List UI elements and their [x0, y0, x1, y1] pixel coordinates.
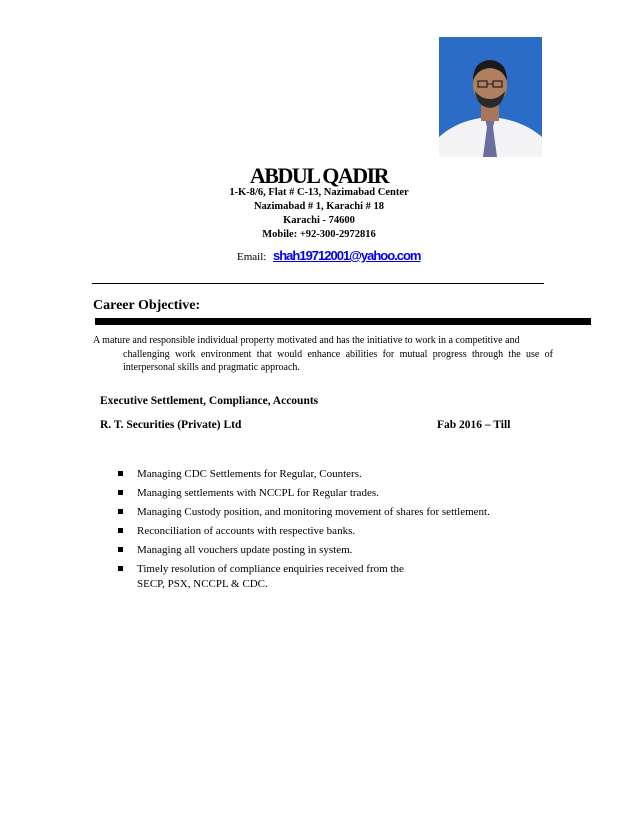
profile-photo	[439, 37, 542, 157]
address-line-1: 1-K-8/6, Flat # C-13, Nazimabad Center	[229, 187, 409, 198]
list-item	[117, 505, 517, 520]
duty-text: Reconciliation of accounts with respective banks.	[137, 525, 356, 537]
list-item	[117, 543, 517, 558]
mobile-number: Mobile: +92-300-2972816	[262, 229, 376, 240]
address-line-2: Nazimabad # 1, Karachi # 18	[253, 201, 385, 212]
section-divider	[95, 318, 591, 325]
list-item	[117, 562, 407, 592]
objective-continuation: challenging work environment that would enhance abilities for mutual progress through the use of interpersonal skills and pragmatic approach.	[123, 348, 553, 373]
bullet-icon	[118, 509, 123, 514]
job-title: Executive Settlement, Compliance, Accounts	[100, 395, 319, 407]
duties-list	[117, 467, 517, 596]
header-divider	[92, 283, 544, 284]
email-label: Email:	[237, 251, 267, 263]
bullet-icon	[118, 547, 123, 552]
duty-text: Managing CDC Settlements for Regular, Counters.	[137, 468, 362, 480]
objective-first-line: A mature and responsible individual property motivated and has the initiative to work in a competitive and	[93, 335, 520, 346]
career-objective-heading: Career Objective:	[93, 298, 201, 313]
bullet-icon	[118, 566, 123, 571]
address-line-3: Karachi - 74600	[283, 215, 355, 226]
duty-text: Timely resolution of compliance enquiries received from the SECP, PSX, NCCPL & CDC.	[137, 563, 404, 590]
company-name: R. T. Securities (Private) Ltd	[100, 419, 242, 431]
duty-text: Managing all vouchers update posting in system.	[137, 544, 353, 556]
bullet-icon	[118, 490, 123, 495]
bullet-icon	[118, 528, 123, 533]
employment-period: Fab 2016 – Till	[437, 419, 511, 431]
list-item	[117, 524, 517, 539]
email-row	[237, 248, 421, 263]
duty-text: Managing Custody position, and monitoring movement of shares for settlement.	[137, 506, 490, 518]
applicant-name: ABDUL QADIR	[249, 163, 389, 188]
duty-text: Managing settlements with NCCPL for Regular trades.	[137, 487, 379, 499]
list-item	[117, 467, 517, 482]
bullet-icon	[118, 471, 123, 476]
list-item	[117, 486, 517, 501]
email-link[interactable]: shah19712001@yahoo.com	[273, 248, 421, 263]
career-objective-text	[93, 334, 553, 375]
